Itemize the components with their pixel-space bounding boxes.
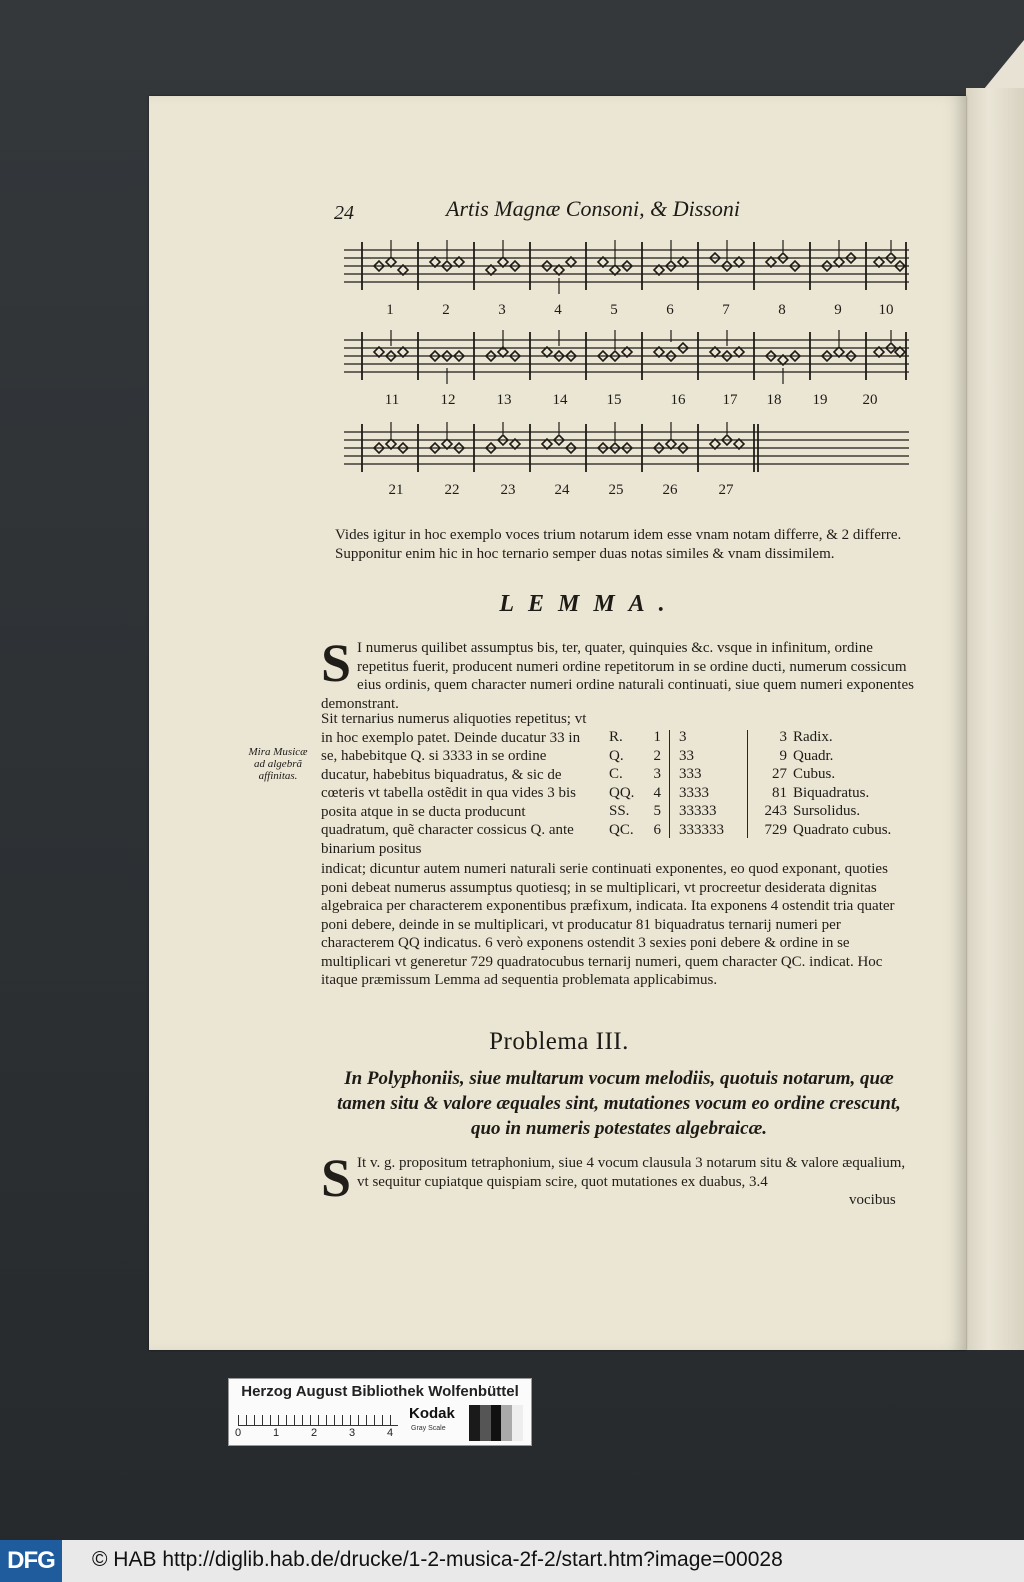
table-cell: Biquadratus. xyxy=(793,784,870,801)
example-number: 9 xyxy=(834,302,842,318)
example-number: 25 xyxy=(608,482,624,498)
example-number: 21 xyxy=(388,482,404,498)
table-cell: 33333 xyxy=(679,803,717,819)
page-header xyxy=(334,196,784,226)
dropcap-letter: S xyxy=(321,1148,352,1208)
gray-patch xyxy=(501,1405,512,1441)
example-number: 15 xyxy=(606,392,622,408)
power-table-name-column xyxy=(793,728,933,839)
example-paragraph: Sit ternarius numerus aliquoties repetitus; vt in hoc exemplo patet. Deinde ducatur 33 in se, habebitque Q. si 3333 in se ordine ducatur, habebitus biquadratus, & sic de cœteris vt tabella ostẽdit in qua vides 3 bis posita atque in se ducta producunt quadratum, quẽ character cossicus Q. ante binarium positus xyxy=(321,711,587,857)
lemma-text: I numerus quilibet assumptus bis, ter, quater, quinquies &c. vsque in infinitum, ordine repetitus fuerit, producent numeri ordine repetitorum in se ordine ducti, numerum cossicum eius ordinis, quem character numeri ordine naturali continuati, siue quem numeri exponentes demonstrant. xyxy=(321,640,914,712)
ruler-label: 1 xyxy=(273,1427,280,1439)
measurement-ruler xyxy=(238,1407,398,1426)
example-number: 11 xyxy=(384,392,400,408)
table-cell: 333333 xyxy=(679,821,724,838)
music-staff-row-1 xyxy=(344,238,909,296)
book-page xyxy=(149,96,966,1350)
gray-patch xyxy=(491,1405,502,1441)
example-number: 16 xyxy=(670,392,686,408)
music-staff-2-graphic xyxy=(344,328,909,386)
footer-bar xyxy=(0,1540,1024,1582)
music-staff-1-graphic xyxy=(344,238,909,296)
power-table xyxy=(609,728,929,840)
example-number: 8 xyxy=(778,302,786,318)
table-cell: Q. xyxy=(609,747,624,764)
table-cell: Cubus. xyxy=(793,766,836,782)
table-cell: 81 xyxy=(772,784,787,801)
table-cell: 3333 xyxy=(679,784,709,801)
problem-text: It v. g. propositum tetraphonium, siue 4 vocum clausula 3 notarum situ & valore æqualium, vt sequitur cupiatque quispiam scire, quot mutationes ex duabus, 3.4 xyxy=(357,1155,906,1190)
gray-patch xyxy=(469,1405,480,1441)
example-numbers-row-1 xyxy=(344,302,909,324)
table-cell: QQ. xyxy=(609,784,635,801)
kodak-logo: Kodak xyxy=(409,1405,455,1422)
running-title: Artis Magnæ Consoni, & Dissoni xyxy=(446,196,740,221)
ruler-label: 3 xyxy=(349,1427,356,1439)
music-staff-3-graphic xyxy=(344,420,909,478)
example-number: 2 xyxy=(442,302,450,318)
table-divider xyxy=(669,730,670,838)
table-cell: R. xyxy=(609,729,623,745)
power-table-repeated-column xyxy=(679,728,749,839)
table-divider xyxy=(747,730,748,838)
example-numbers-row-3 xyxy=(344,482,909,504)
example-number: 26 xyxy=(662,482,678,498)
example-number: 10 xyxy=(878,302,894,318)
copyright-link[interactable]: © HAB http://diglib.hab.de/drucke/1-2-musica-2f-2/start.htm?image=00028 xyxy=(92,1548,783,1571)
example-number: 12 xyxy=(440,392,456,408)
table-cell: 3 xyxy=(653,766,661,782)
table-cell: 5 xyxy=(653,803,661,819)
example-number: 19 xyxy=(812,392,828,408)
power-table-exponent-column xyxy=(647,728,661,839)
table-cell: 33 xyxy=(679,747,694,764)
ruler-label: 2 xyxy=(311,1427,318,1439)
continuation-paragraph: indicat; dicuntur autem numeri naturali serie continuati exponentes, eo quod exponant, quoties poni debeat numerus assumptus quotiesq; in se multiplicari, vt procreetur desiderata dignitas algebraica per characterem exponentibus præfixum, indicata. Ita exponens 4 ostendit tria quater poni debere, deinde in se multiplicari, vt producatur 81 biquadratus ternarij numeri per characterem QQ indicatus. 6 verò exponens ostendit 3 sexies poni debere & ordine in se multiplicari vt generetur 729 quadratocubus ternarij numeri, quem character QC. indicat. Hoc itaque præmissum Lemma ad sequentia problemata applicabimus. xyxy=(321,861,895,988)
table-cell: Sursolidus. xyxy=(793,803,861,819)
example-number: 5 xyxy=(610,302,618,318)
table-cell: 333 xyxy=(679,766,702,782)
gray-scale-patches xyxy=(469,1405,523,1441)
dfg-logo: DFG xyxy=(0,1540,62,1582)
example-number: 23 xyxy=(500,482,516,498)
table-cell: 1 xyxy=(653,729,661,745)
problem-paragraph xyxy=(321,1148,917,1208)
table-cell: 4 xyxy=(653,784,661,801)
color-calibration-card xyxy=(228,1378,532,1446)
table-cell: 9 xyxy=(779,747,787,764)
table-cell: QC. xyxy=(609,821,634,838)
page-number: 24 xyxy=(334,202,354,224)
power-table-value-column xyxy=(757,728,787,839)
table-cell: SS. xyxy=(609,803,630,819)
library-name: Herzog August Bibliothek Wolfenbüttel xyxy=(241,1383,519,1400)
music-staff-row-2 xyxy=(344,328,909,386)
example-number: 24 xyxy=(554,482,570,498)
example-number: 17 xyxy=(722,392,738,408)
facing-page-edge xyxy=(966,88,1024,1350)
problem-heading: Problema III. xyxy=(489,1028,629,1055)
table-cell: 729 xyxy=(764,821,787,838)
dropcap-letter: S xyxy=(321,633,352,693)
catchword: vocibus xyxy=(849,1192,896,1208)
example-numbers-row-2 xyxy=(344,392,909,414)
problem-statement: In Polyphoniis, siue multarum vocum melodiis, quotuis notarum, quæ tamen situ & valore æquales sint, mutationes vocum eo ordine crescunt, quo in numeris potestates algebraicæ. xyxy=(337,1068,901,1139)
example-number: 13 xyxy=(496,392,512,408)
table-cell: Quadr. xyxy=(793,747,834,764)
gray-patch xyxy=(512,1405,523,1441)
example-number: 20 xyxy=(862,392,878,408)
table-cell: Quadrato cubus. xyxy=(793,821,892,838)
ruler-label: 0 xyxy=(235,1427,242,1439)
table-cell: 6 xyxy=(653,821,661,838)
paragraph-vides: Vides igitur in hoc exemplo voces trium notarum idem esse vnam notam differre, & 2 differre. Supponitur enim hic in hoc ternario semper duas notas similes & vnam dissimilem. xyxy=(335,527,902,562)
power-table-symbol-column xyxy=(609,728,647,839)
example-number: 4 xyxy=(554,302,562,318)
gray-patch xyxy=(480,1405,491,1441)
table-cell: 3 xyxy=(679,729,687,745)
lemma-paragraph xyxy=(321,633,917,713)
example-number: 27 xyxy=(718,482,734,498)
table-cell: Radix. xyxy=(793,729,833,745)
example-number: 6 xyxy=(666,302,674,318)
example-number: 7 xyxy=(722,302,730,318)
table-cell: 3 xyxy=(779,729,787,745)
ruler-labels xyxy=(235,1427,408,1441)
example-number: 3 xyxy=(498,302,506,318)
table-cell: 243 xyxy=(764,803,787,819)
table-cell: 27 xyxy=(772,766,787,782)
table-cell: 2 xyxy=(653,747,661,764)
example-number: 18 xyxy=(766,392,782,408)
margin-note: Mira Musicæ ad algebrã affinitas. xyxy=(248,746,308,782)
example-number: 14 xyxy=(552,392,568,408)
music-staff-row-3 xyxy=(344,420,909,478)
kodak-subtitle: Gray Scale xyxy=(411,1425,446,1432)
example-number: 22 xyxy=(444,482,460,498)
example-number: 1 xyxy=(386,302,394,318)
lemma-heading: LEMMA. xyxy=(499,591,679,617)
ruler-label: 4 xyxy=(387,1427,394,1439)
table-cell: C. xyxy=(609,766,623,782)
